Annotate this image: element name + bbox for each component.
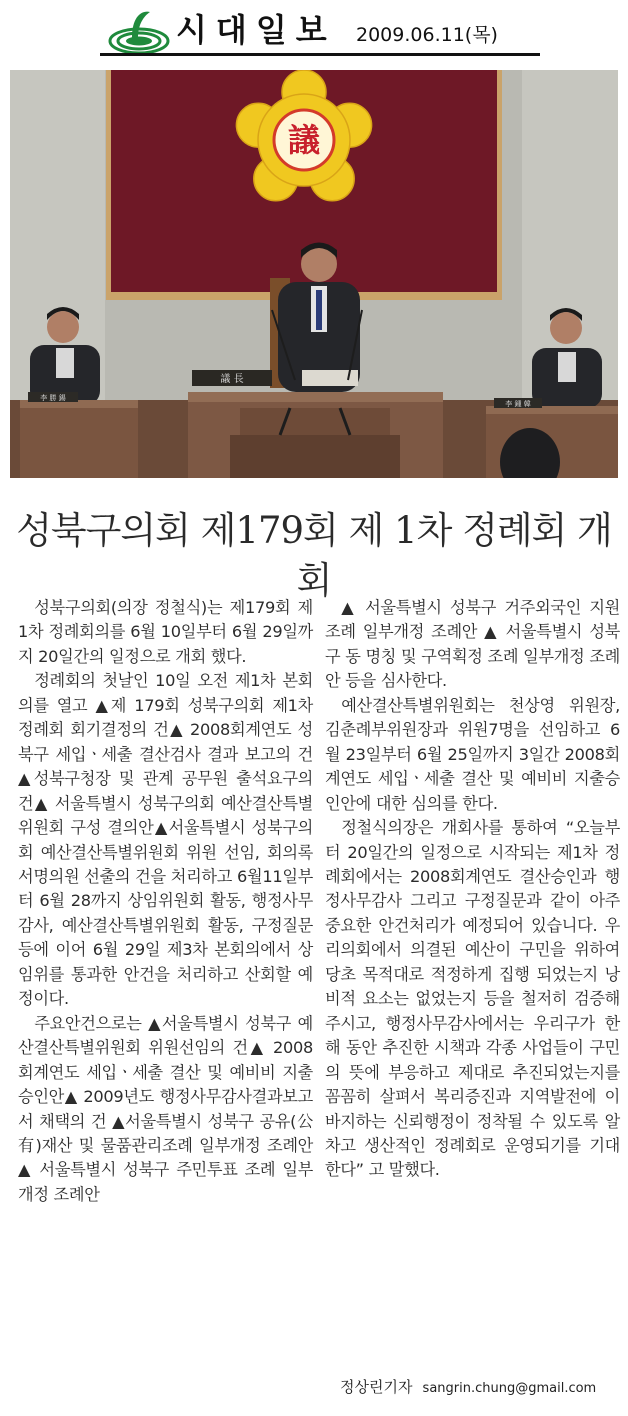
article-paragraph: 성북구의회(의장 정철식)는 제179회 제1차 정례회의를 6월 10일부터 6월 29일까지 20일간의 일정으로 개회 했다. — [18, 598, 313, 666]
masthead-rule — [100, 53, 540, 56]
article-headline: 성북구의회 제179회 제 1차 정례회 개회 — [16, 509, 612, 602]
chairman-nameplate-text: 議 長 — [220, 374, 244, 385]
article-paragraph: 주요안건으로는 ▲서울특별시 성북구 예산결산특별위원회 위원선임의 건▲ 2008회계연도 세입ㆍ세출 결산 및 예비비 지출승인안▲ 2009년도 행정사무감사결과보고서 채택의 건 ▲서울특별시 성북구 공유(公有)재산 및 물품관리조례 일부개정 조례안 ▲ 서울특별시 성북구 주민투표 조례 일부개정 조례안 — [18, 1013, 313, 1204]
article-paragraph: 예산결산특별위원회는 천상영 위원장, 김춘례부위원장과 위원7명을 선임하고 6월 23일부터 6월 25일까지 3일간 2008회계연도 세입ㆍ세출 결산 및 예비비 지출승인안에 대한 심의를 한다. — [325, 695, 620, 813]
byline-email: sangrin.chung@gmail.com — [422, 1381, 597, 1396]
newspaper-logo-icon — [108, 8, 170, 56]
byline-reporter: 정상린기자 — [340, 1378, 413, 1396]
council-session-photo — [10, 70, 618, 478]
article-paragraph: 정례회의 첫날인 10일 오전 제1차 본회의를 열고 ▲제 179회 성북구의회 제1차 정례회 회기결정의 건▲ 2008회계연도 성북구 세입ㆍ세출 결산검사 결과 보고의 건▲성북구청장 및 관계 공무원 출석요구의 건▲ 서울특별시 성북구의회 예산결산특별위원회 구성 결의안▲서울특별시 성북구의회 예산결산특별위원회 위원 선임, 회의록 서명의원 선출의 건을 처리하고 6월11일부터 6월 28까지 상임위원회 활동, 행정사무감사, 예산결산특별위원회 활동, 구정질문 등에 이어 6월 29일 제3차 본회의에서 상임위를 통과한 안건을 처리하고 산회할 예정이다. — [18, 671, 313, 1009]
masthead — [100, 4, 540, 60]
speaker-lectern — [230, 435, 400, 478]
article-paragraph: 정철식의장은 개회사를 통하여 “오늘부터 20일간의 일정으로 시작되는 제1차 정례회에서는 2008회계연도 결산승인과 행정사무감사 그리고 구정질문과 같이 아주 중요한 안건처리가 예정되어 있습니다. 우리의회에서 의결된 예산이 구민을 위하여 당초 목적대로 적정하게 집행 되었는지 낭비적 요소는 없었는지 등을 철저히 검증해주시고, 행정사무감사에서는 우리구가 한 해 동안 추진한 시책과 각종 사업들이 구민의 뜻에 부응하고 제대로 추진되었는지를 꼼꼼히 살펴서 복리증진과 지역발전에 이바지하는 신뢰행정이 정착될 수 있도록 알차고 생산적인 정례회로 운영되기를 기대한다” 고 말했다. — [325, 818, 620, 1180]
byline — [340, 1376, 596, 1398]
publication-date: 2009.06.11(목) — [356, 24, 498, 46]
emblem-character: 議 — [287, 121, 321, 159]
article-paragraph: ▲ 서울특별시 성북구 거주외국인 지원 조례 일부개정 조례안 ▲ 서울특별시 성북구 동 명칭 및 구역획정 조례 일부개정 조례안 등을 심사한다. — [325, 598, 620, 691]
paper-name: 시대일보 — [176, 11, 336, 49]
right-nameplate-text: 李 鍾 韓 — [505, 400, 531, 408]
article-column-left — [18, 596, 313, 1207]
article-column-right — [325, 596, 620, 1183]
left-nameplate-text: 李 勝 錫 — [40, 394, 66, 402]
left-desk — [20, 400, 138, 478]
photo-scene — [10, 70, 618, 478]
